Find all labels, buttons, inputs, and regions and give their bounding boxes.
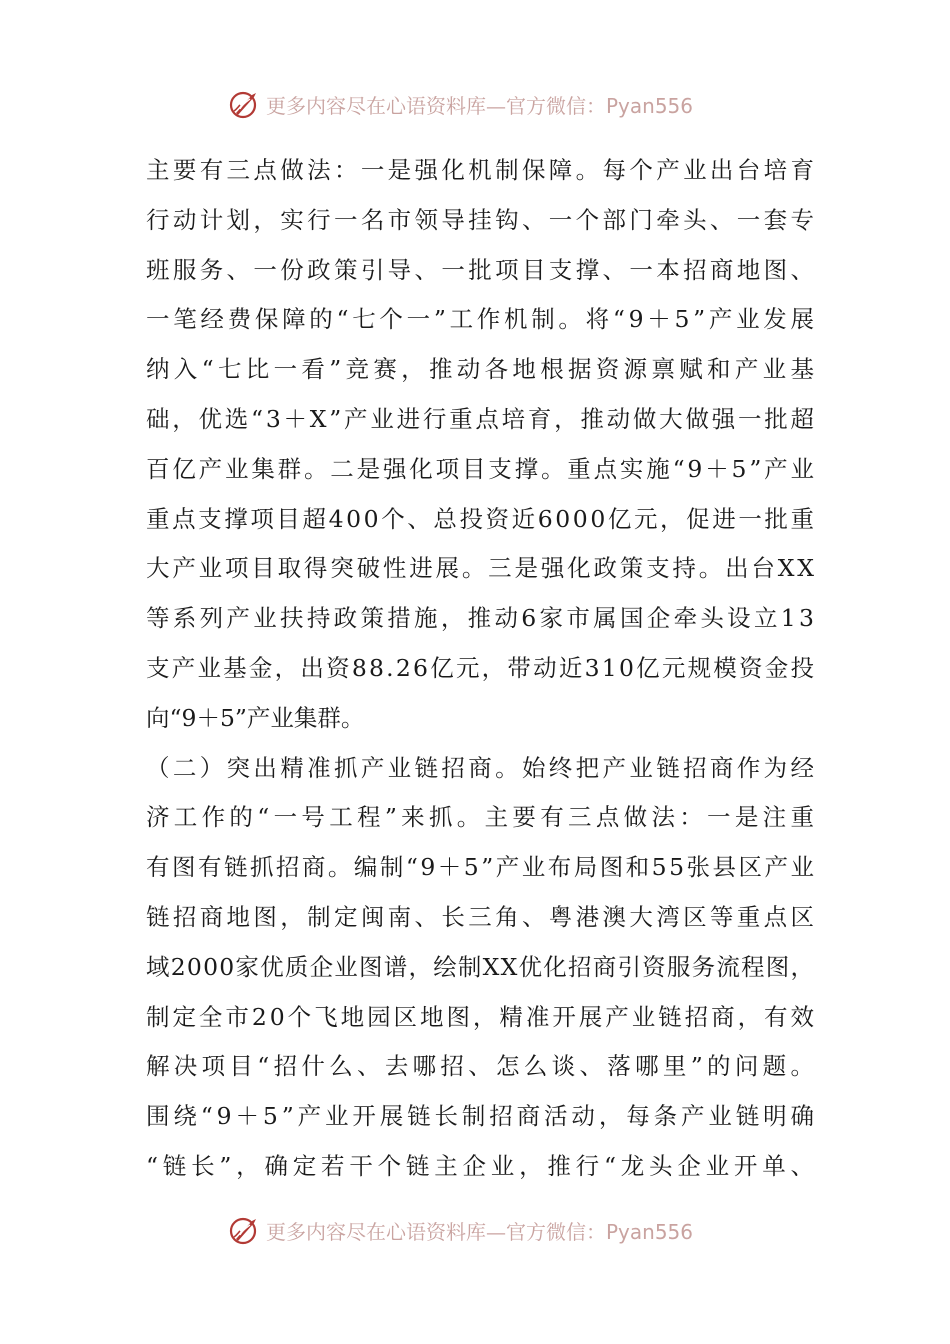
text-line: “链长”，确定若干个链主企业，推行“龙头企业开单、 bbox=[146, 1151, 819, 1180]
text-line: 主要有三点做法：一是强化机制保障。每个产业出台培育 bbox=[146, 156, 818, 184]
text-line: （二）突出精准抓产业链招商。始终把产业链招商作为经 bbox=[146, 753, 818, 782]
document-body bbox=[146, 146, 819, 1192]
text-line: 域2000家优质企业图谱，绘制XX优化招商引资服务流程图， bbox=[146, 952, 816, 981]
text-line: 向“9＋5”产业集群。 bbox=[146, 703, 365, 732]
text-line: 大产业项目取得突破性进展。三是强化政策支持。出台XX bbox=[146, 554, 817, 583]
watermark-handle: Pyan556 bbox=[606, 93, 694, 118]
text-line: 济工作的“一号工程”来抓。主要有三点做法：一是注重 bbox=[146, 803, 819, 832]
text-line: 等系列产业扶持政策措施，推动6家市属国企牵头设立13 bbox=[146, 604, 818, 633]
text-line: 解决项目“招什么、去哪招、怎么谈、落哪里”的问题。 bbox=[146, 1052, 819, 1081]
text-line: 班服务、一份政策引导、一批项目支撑、一本招商地图、 bbox=[146, 255, 818, 284]
watermark-text: 更多内容尽在心语资料库—官方微信：Pyan556 bbox=[266, 93, 694, 118]
text-line: 行动计划，实行一名市领导挂钩、一个部门牵头、一套专 bbox=[146, 205, 818, 234]
watermark-header bbox=[228, 86, 693, 122]
text-line: 链招商地图，制定闽南、长三角、粤港澳大湾区等重点区 bbox=[146, 902, 818, 931]
text-line: 一笔经费保障的“七个一”工作机制。将“9＋5”产业发展 bbox=[146, 305, 818, 334]
pen-nib-circle-icon bbox=[228, 1213, 262, 1247]
watermark-text: 更多内容尽在心语资料库—官方微信：Pyan556 bbox=[266, 1219, 694, 1244]
text-line: 围绕“9＋5”产业开展链长制招商活动，每条产业链明确 bbox=[146, 1102, 818, 1131]
watermark-handle: Pyan556 bbox=[606, 1219, 694, 1244]
pen-nib-circle-icon bbox=[228, 87, 262, 121]
text-line: 重点支撑项目超400个、总投资近6000亿元，促进一批重 bbox=[146, 504, 817, 533]
text-line: 有图有链抓招商。编制“9＋5”产业布局图和55张县区产业 bbox=[146, 853, 817, 882]
text-line: 支产业基金，出资88.26亿元，带动近310亿元规模资金投 bbox=[146, 653, 817, 682]
text-line: 制定全市20个飞地园区地图，精准开展产业链招商，有效 bbox=[146, 1002, 817, 1031]
text-line: 础，优选“3＋X”产业进行重点培育，推动做大做强一批超 bbox=[146, 404, 817, 433]
text-line: 百亿产业集群。二是强化项目支撑。重点实施“9＋5”产业 bbox=[146, 454, 817, 483]
watermark-footer bbox=[228, 1212, 693, 1248]
text-line: 纳入“七比一看”竞赛，推动各地根据资源禀赋和产业基 bbox=[146, 355, 819, 384]
